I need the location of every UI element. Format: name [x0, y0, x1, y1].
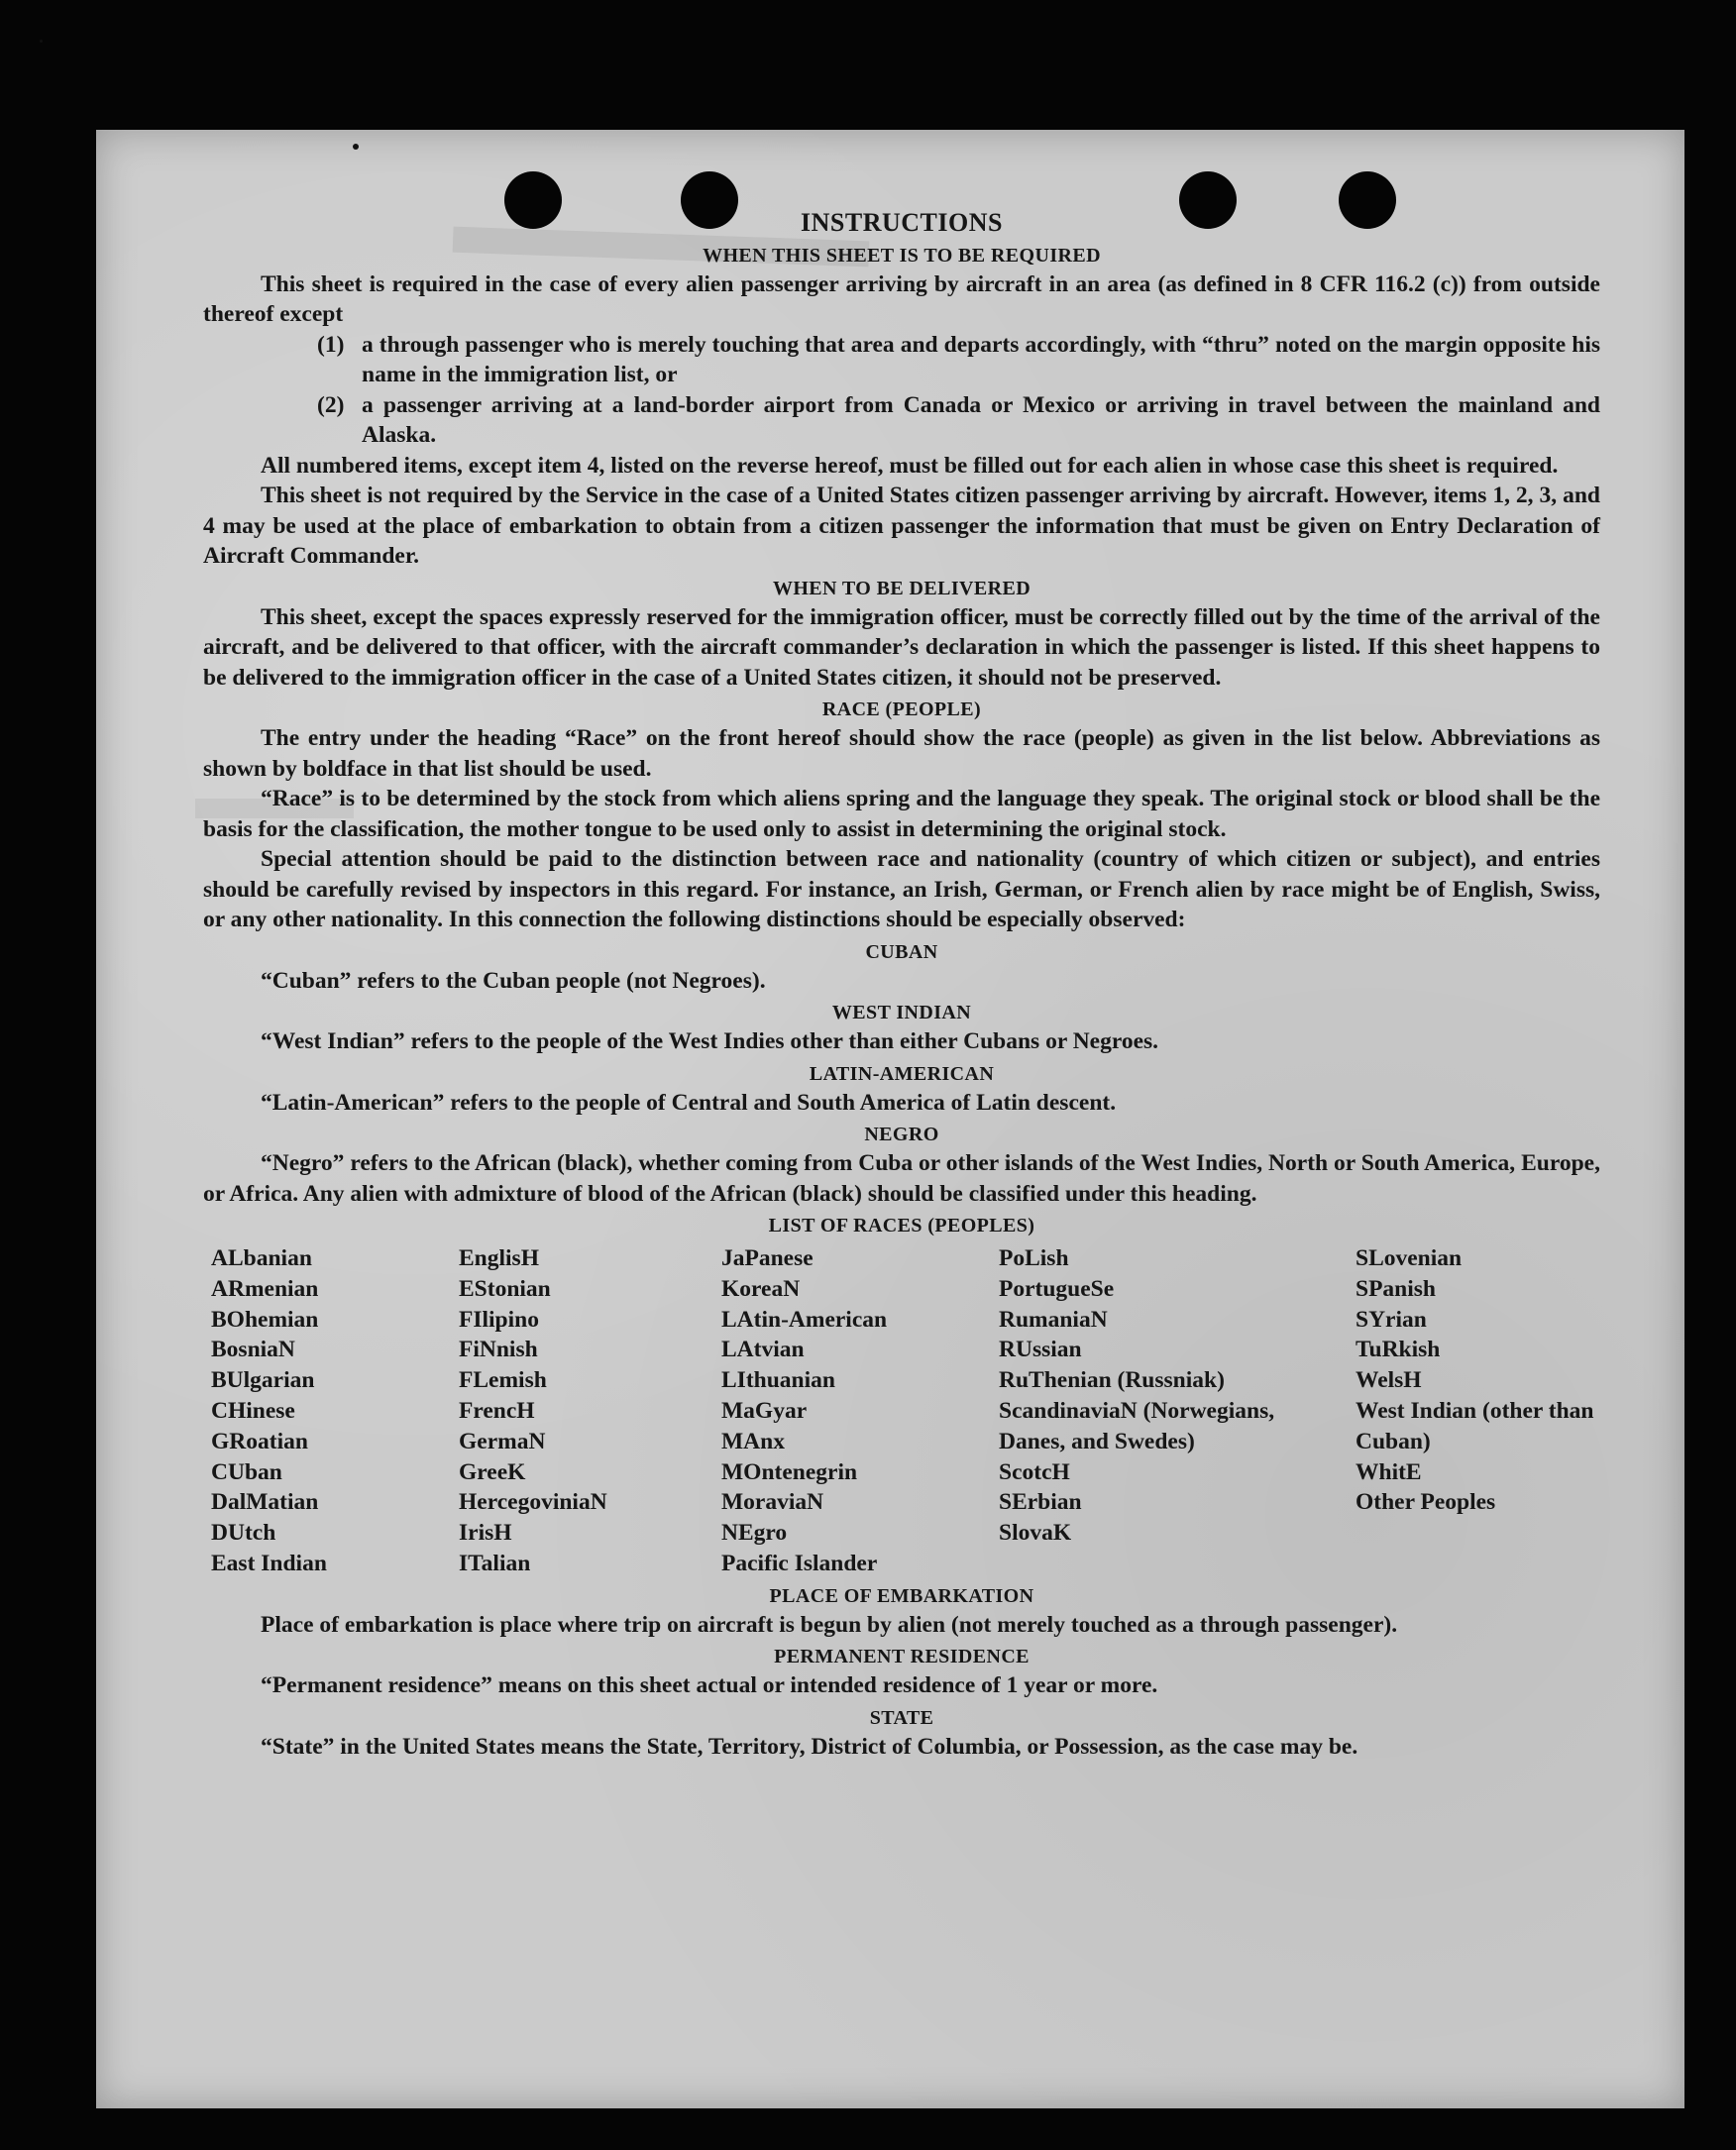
race-entry: MaGyar	[721, 1397, 808, 1424]
race-entry: MAnx	[721, 1428, 785, 1454]
race-column	[459, 1243, 721, 1579]
paragraph: “Permanent residence” means on this sheet actual or intended residence of 1 year or more.	[261, 1672, 1158, 1699]
list-item	[317, 330, 1600, 390]
race-entry: ScandinaviaN (Norwegians, Danes, and Swedes)	[999, 1397, 1275, 1454]
race-entry: EStonian	[459, 1275, 551, 1302]
paragraph: “Negro” refers to the African (black), whether coming from Cuba or other islands of the West Indies, North or South America, Europe, or Africa. Any alien with admixture of blood of the African (black) should be classified under this heading.	[203, 1150, 1600, 1207]
race-entry: GreeK	[459, 1458, 526, 1485]
race-entry: WelsH	[1356, 1367, 1422, 1394]
race-entry: ARmenian	[211, 1275, 319, 1302]
race-entry: FiNnish	[459, 1337, 538, 1363]
race-entry: RuThenian (Russniak)	[999, 1367, 1225, 1394]
race-entry: ITalian	[459, 1550, 531, 1576]
paragraph: Special attention should be paid to the distinction between race and nationality (country of which citizen or subject), and entries should be carefully revised by inspectors in this regard. For instance, an Irish, German, or French alien by race might be of English, Swiss, or any other nationality. In this connection the following distinctions should be especially observed:	[203, 846, 1600, 932]
section-heading: LIST OF RACES (PEOPLES)	[768, 1215, 1035, 1236]
race-entry: JaPanese	[721, 1245, 814, 1271]
section-heading: WHEN THIS SHEET IS TO BE REQUIRED	[703, 244, 1101, 267]
race-entry: GRoatian	[211, 1428, 308, 1454]
dust-speck	[40, 40, 43, 43]
list-item	[317, 390, 1600, 451]
race-list	[211, 1243, 1600, 1579]
paragraph: “Latin-American” refers to the people of Central and South America of Latin descent.	[261, 1089, 1117, 1116]
paragraph: “Cuban” refers to the Cuban people (not Negroes).	[261, 967, 766, 994]
section-heading: PLACE OF EMBARKATION	[769, 1584, 1034, 1607]
section-heading: RACE (PEOPLE)	[821, 699, 982, 720]
dust-speck	[353, 144, 359, 150]
race-entry: CHinese	[211, 1397, 295, 1424]
race-entry: MOntenegrin	[721, 1458, 858, 1485]
race-entry: EnglisH	[459, 1245, 539, 1271]
race-entry: BOhemian	[211, 1306, 319, 1333]
race-entry: SErbian	[999, 1489, 1082, 1516]
race-entry: DalMatian	[211, 1489, 319, 1516]
item-text: a passenger arriving at a land-border airport from Canada or Mexico or arriving in travel between the mainland and Alaska.	[362, 391, 1600, 448]
paragraph: The entry under the heading “Race” on the front hereof should show the race (people) as given in the list below. Abbreviations as shown by boldface in that list should be used.	[203, 725, 1600, 782]
paragraph: “State” in the United States means the State, Territory, District of Columbia, or Possession, as the case may be.	[261, 1733, 1358, 1760]
race-entry: FLemish	[459, 1367, 547, 1394]
race-column	[721, 1243, 999, 1579]
section-heading: LATIN-AMERICAN	[809, 1062, 995, 1085]
section-heading: CUBAN	[865, 940, 938, 963]
paragraph: “West Indian” refers to the people of the West Indies other than either Cubans or Negroes.	[261, 1028, 1159, 1054]
item-text: a through passenger who is merely touching that area and departs accordingly, with “thru” noted on the margin opposite his name in the immigration list, or	[362, 331, 1600, 387]
paragraph: This sheet, except the spaces expressly reserved for the immigration officer, must be correctly filled out by the time of the arrival of the aircraft, and be delivered to that officer, with the aircraft commander’s declaration in which the passenger is listed. If this sheet happens to be delivered to the immigration officer in the case of a United States citizen, it should not be preserved.	[203, 603, 1600, 691]
race-entry: RumaniaN	[999, 1306, 1108, 1333]
race-entry: SYrian	[1356, 1306, 1427, 1333]
race-entry: Pacific Islander	[721, 1550, 878, 1576]
race-entry: MoraviaN	[721, 1489, 824, 1516]
race-entry: BUlgarian	[211, 1367, 315, 1394]
section-heading: PERMANENT RESIDENCE	[774, 1646, 1030, 1668]
paragraph: Place of embarkation is place where trip on aircraft is begun by alien (not merely touched as a through passenger).	[261, 1611, 1398, 1638]
item-number: (2)	[317, 391, 345, 418]
section-heading: STATE	[869, 1706, 934, 1729]
race-column	[1356, 1243, 1608, 1579]
race-entry: GermaN	[459, 1428, 546, 1454]
paragraph: This sheet is not required by the Service in the case of a United States citizen passenger arriving by aircraft. However, items 1, 2, 3, and 4 may be used at the place of embarkation to obtain from a citizen passenger the information that must be given on Entry Declaration of Aircraft Commander.	[203, 483, 1600, 569]
section-heading: NEGRO	[864, 1124, 939, 1145]
race-entry: LIthuanian	[721, 1367, 835, 1394]
race-entry: HercegoviniaN	[459, 1489, 607, 1516]
race-entry: DUtch	[211, 1520, 276, 1547]
paragraph: All numbered items, except item 4, listed on the reverse hereof, must be filled out for each alien in whose case this sheet is required.	[261, 452, 1559, 479]
race-entry: NEgro	[721, 1520, 788, 1547]
race-entry: SlovaK	[999, 1520, 1072, 1547]
race-entry: TuRkish	[1356, 1337, 1441, 1363]
race-entry: LAtvian	[721, 1337, 805, 1363]
race-entry: RUssian	[999, 1337, 1082, 1363]
race-entry: East Indian	[211, 1550, 327, 1576]
race-entry: SLovenian	[1356, 1245, 1463, 1271]
instructions-content	[203, 208, 1600, 1762]
race-entry: KoreaN	[721, 1275, 801, 1302]
race-entry: IrisH	[459, 1520, 512, 1547]
race-entry: BosniaN	[211, 1337, 295, 1363]
race-entry: FrencH	[459, 1397, 535, 1424]
race-entry: SPanish	[1356, 1275, 1436, 1302]
section-heading: WHEN TO BE DELIVERED	[772, 577, 1031, 599]
paragraph: This sheet is required in the case of every alien passenger arriving by aircraft in an area (as defined in 8 CFR 116.2 (c)) from outside thereof except	[203, 270, 1600, 327]
section-heading: WEST INDIAN	[831, 1002, 972, 1023]
page-title: INSTRUCTIONS	[801, 208, 1003, 237]
race-column	[211, 1243, 459, 1579]
race-column	[999, 1243, 1356, 1579]
race-entry: CUban	[211, 1458, 282, 1485]
race-entry: FIlipino	[459, 1306, 539, 1333]
item-number: (1)	[317, 331, 345, 358]
race-entry: PortugueSe	[999, 1275, 1115, 1302]
race-entry: Other Peoples	[1356, 1489, 1496, 1516]
paragraph: “Race” is to be determined by the stock from which aliens spring and the language they speak. The original stock or blood shall be the basis for the classification, the mother tongue to be used only to assist in determining the original stock.	[203, 786, 1600, 842]
race-entry: West Indian (other than Cuban)	[1356, 1397, 1594, 1454]
race-entry: WhitE	[1356, 1458, 1422, 1485]
race-entry: PoLish	[999, 1245, 1069, 1271]
race-entry: ScotcH	[999, 1458, 1070, 1485]
race-entry: LAtin-American	[721, 1306, 888, 1333]
race-entry: ALbanian	[211, 1245, 312, 1271]
